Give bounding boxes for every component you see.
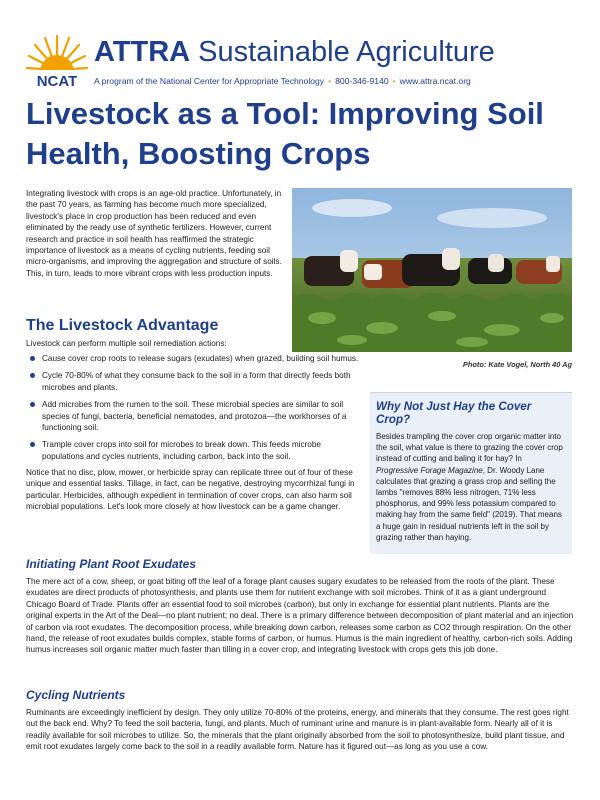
list-item: Add microbes from the rumen to the soil. These microbial species are similar to soil species of fungi, bacteria, beneficial nematodes, and protozoa—the workhorses of a functioning soil. xyxy=(26,399,362,433)
livestock-advantage-heading: The Livestock Advantage xyxy=(26,317,219,334)
advantage-intro: Livestock can perform multiple soil remediation actions: xyxy=(26,339,227,348)
sun-icon xyxy=(26,30,88,74)
brand-title[interactable] xyxy=(94,36,495,69)
brand-name: Sustainable Agriculture xyxy=(190,36,495,68)
cattle-image xyxy=(292,188,572,352)
logo-wordmark: NCAT xyxy=(36,73,78,90)
intro-column xyxy=(26,188,284,279)
sidebar-text-part: Besides trampling the cover crop organic matter into the soil, what value is there to grazing the cover crop instead of cutting and baling it for hay? In xyxy=(376,432,563,464)
sidebar-box xyxy=(370,392,572,554)
list-item: Cycle 70-80% of what they consume back to the soil in a form that directly feeds both microbes and plants. xyxy=(26,370,362,393)
exudates-heading: Initiating Plant Root Exudates xyxy=(26,557,197,571)
ncat-logo xyxy=(26,30,88,90)
notice-paragraph: Notice that no disc, plow, mower, or herbicide spray can replicate three out of four of these unique and essential tasks. Tillage, in fact, can be negative, destroying mycorrhizal fungi in particular. Herbicides, although expedient in termination of cover crops, can also harm soil microbial populations. Let's look more closely at how livestock can be a game changer. xyxy=(26,468,355,512)
intro-paragraph: Integrating livestock with crops is an age-old practice. Unfortunately, in the past 70 years, as farming has become much more specialized, livestock's place in crop production has been reduced and even eliminated by the ready use of synthetic fertilizers. However, current research and practice in soil health has reaffirmed the strategic importance of livestock as a means of cycling nutrients, feeding soil micro-organisms, and improving the aggregation and structure of soils. This, in turn, leads to more vibrant crops with less production inputs. xyxy=(26,189,282,278)
exudates-paragraph: The mere act of a cow, sheep, or goat biting off the leaf of a forage plant causes sugary exudates to be released from the roots of the plant. These exudates are direct products of photosynthesis, and plants use them for nutrient exchange with soil microbes. Think of it as a giant underground Chicago Board of Trade. Plants offer an essential food to soil microbes (carbon), but only in exchange for essential plant nutrients. Plants are the original experts in the Art of the Deal—no plant nutrient; no deal. There is a primary difference between decomposition of plant material and an injection of carbon via root exudates. The decomposition process, while breaking down carbon, releases some carbon as CO2 through respiration. On the other hand, the release of root exudates builds complex, stable forms of carbon, or humus. Humus is the main ingredient of healthy, carbon-rich soils. Adding humus increases soil organic matter much faster than tilling in a cover crop, and integrating livestock with crops gets this job done. xyxy=(26,577,574,655)
bullet-separator: • xyxy=(392,76,396,86)
photo-credit: Photo: Kate Vogel, North 40 Ag xyxy=(462,360,572,369)
sidebar-text xyxy=(376,431,566,543)
tagline xyxy=(94,76,471,86)
brand-acronym: ATTRA xyxy=(94,36,191,68)
advantage-list xyxy=(26,353,362,468)
page-title: Livestock as a Tool: Improving Soil Health, Boosting Crops xyxy=(26,96,544,171)
cattle-photo xyxy=(292,188,572,352)
sidebar-heading: Why Not Just Hay the Cover Crop? xyxy=(376,400,532,426)
program-text: A program of the National Center for Appropriate Technology xyxy=(94,76,325,86)
phone-number[interactable]: 800-346-9140 xyxy=(335,76,389,86)
list-item: Trample cover crops into soil for microbes to break down. This feeds microbe populations and cycles nutrients, including carbon, back into the soil. xyxy=(26,439,362,462)
website-link[interactable]: www.attra.ncat.org xyxy=(399,76,471,86)
bullet-separator: • xyxy=(328,76,332,86)
magazine-title: Progressive Forage Magazine xyxy=(376,465,483,475)
sidebar-text-part: , Dr. Woody Lane calculates that grazing a grass crop and selling the lambs "removes 88% less nitrogen, 71% less phosphorus, and 99% less potassium compared to making hay from the same field" (2019). That means a huge gain in residual nutrients left in the soil by grazing rather than haying. xyxy=(376,465,562,542)
list-item: Cause cover crop roots to release sugars (exudates) when grazed, building soil humus. xyxy=(26,353,362,364)
cycling-paragraph: Ruminants are exceedingly inefficient by design. They only utilize 70-80% of the proteins, energy, and minerals that they consume. The rest goes right out the back end. Why? To feed the soil bacteria, fungi, and plants. Much of ruminant urine and manure is in plant-available form. Nearly all of it is readily available for soil microbes to utilize. So, the minerals that the plant originally absorbed from the soil to photosynthesize, build plant tissue, and emit root exudates largely come back to the soil in a readily available form. Nature has it figured out—as long as you use a cow. xyxy=(26,708,569,752)
cycling-heading: Cycling Nutrients xyxy=(26,688,126,702)
